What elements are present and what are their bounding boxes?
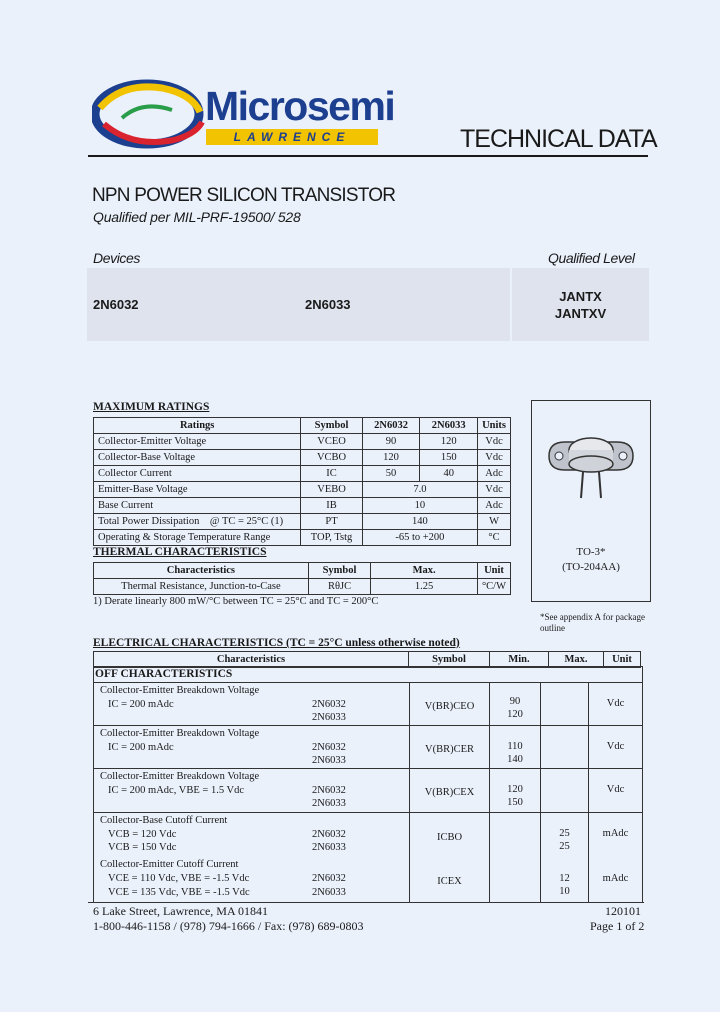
char-condition: VCB = 150 Vdc: [108, 842, 177, 853]
char-name: Collector-Emitter Cutoff Current: [100, 859, 239, 870]
column-header: Unit: [477, 563, 510, 579]
rating-condition: @ TC = 25°C (1): [209, 516, 284, 527]
rating-value: -65 to +200: [362, 530, 477, 546]
min-value: 120: [507, 784, 523, 795]
column-header: Characteristics: [94, 652, 409, 668]
rating-name: Collector Current: [94, 466, 301, 482]
device-label: 2N6033: [312, 842, 346, 853]
char-symbol: V(BR)CEX: [424, 787, 475, 798]
unit-value: mAdc: [602, 828, 629, 839]
rating-unit: Vdc: [478, 482, 511, 498]
rating-value: 120: [420, 434, 478, 450]
rating-symbol: IB: [301, 498, 362, 514]
unit-value: Vdc: [606, 698, 625, 709]
electrical-table-body: [93, 666, 643, 903]
char-symbol: ICEX: [437, 876, 462, 887]
rating-symbol: TOP, Tstg: [301, 530, 362, 546]
package-name: TO-3*: [576, 546, 606, 558]
max-value: 10: [559, 886, 570, 897]
device-label: 2N6032: [312, 785, 346, 796]
table-row: [94, 579, 511, 595]
page-subtitle: Qualified per MIL-PRF-19500/ 528: [93, 209, 301, 225]
column-header: Units: [478, 418, 511, 434]
min-value: 140: [507, 754, 523, 765]
char-name: Collector-Emitter Breakdown Voltage: [100, 728, 260, 739]
rating-symbol: IC: [301, 466, 362, 482]
device-label: 2N6032: [312, 829, 346, 840]
thermal-title: THERMAL CHARACTERISTICS: [93, 546, 267, 558]
rating-name: Emitter-Base Voltage: [94, 482, 301, 498]
package-code: (TO-204AA): [562, 561, 620, 573]
column-header: Unit: [604, 652, 641, 668]
device-label: 2N6032: [312, 742, 346, 753]
rating-value: 50: [362, 466, 420, 482]
off-characteristics-heading: OFF CHARACTERISTICS: [95, 668, 233, 680]
thermal-max: 1.25: [371, 579, 478, 595]
rating-value: 90: [362, 434, 420, 450]
unit-value: Vdc: [606, 784, 625, 795]
logo-swoosh-icon: [92, 78, 210, 150]
rating-symbol: VCEO: [301, 434, 362, 450]
min-value: 150: [507, 797, 523, 808]
thermal-table: [93, 562, 511, 595]
footer-doc-number: 120101: [605, 904, 641, 918]
rating-unit: Vdc: [478, 450, 511, 466]
table-row: [94, 514, 511, 530]
table-row: [94, 466, 511, 482]
max-ratings-table: [93, 417, 511, 546]
rating-symbol: PT: [301, 514, 362, 530]
device-label: 2N6033: [312, 887, 346, 898]
char-condition: IC = 200 mAdc, VBE = 1.5 Vdc: [108, 785, 244, 796]
rating-value: 140: [362, 514, 477, 530]
rating-name: Total Power Dissipation: [98, 516, 200, 527]
max-ratings-title: MAXIMUM RATINGS: [93, 401, 210, 413]
column-header: Max.: [371, 563, 478, 579]
rating-unit: °C: [478, 530, 511, 546]
column-header: 2N6032: [362, 418, 420, 434]
rating-value: 10: [362, 498, 477, 514]
min-value: 120: [507, 709, 523, 720]
column-divider: [540, 682, 541, 903]
char-condition: IC = 200 mAdc: [108, 699, 174, 710]
table-row: [94, 530, 511, 546]
row-divider: [94, 725, 642, 726]
rating-symbol: VCBO: [301, 450, 362, 466]
row-divider: [94, 682, 642, 683]
rating-name: Collector-Base Voltage: [94, 450, 301, 466]
device-label: 2N6032: [312, 699, 346, 710]
page-title: NPN POWER SILICON TRANSISTOR: [92, 185, 396, 206]
column-header: Symbol: [301, 418, 362, 434]
table-header-row: [94, 563, 511, 579]
rating-name: Base Current: [94, 498, 301, 514]
device-label: 2N6033: [312, 755, 346, 766]
column-header: Characteristics: [94, 563, 309, 579]
rating-name-cell: [94, 514, 301, 530]
qualified-level-item: JANTXV: [554, 306, 607, 321]
footer-phone: 1-800-446-1158 / (978) 794-1666 / Fax: (978) 689-0803: [93, 919, 364, 933]
char-condition: VCB = 120 Vdc: [108, 829, 177, 840]
max-value: 25: [559, 828, 570, 839]
min-value: 90: [509, 696, 521, 707]
thermal-unit: °C/W: [477, 579, 510, 595]
column-header: 2N6033: [420, 418, 478, 434]
rating-name: Operating & Storage Temperature Range: [94, 530, 301, 546]
table-row: [94, 498, 511, 514]
table-header-row: [94, 418, 511, 434]
char-condition: IC = 200 mAdc: [108, 742, 174, 753]
char-condition: VCE = 110 Vdc, VBE = -1.5 Vdc: [108, 873, 250, 884]
unit-value: mAdc: [602, 873, 629, 884]
char-symbol: V(BR)CER: [424, 744, 474, 755]
rating-value: 150: [420, 450, 478, 466]
min-value: 110: [507, 741, 523, 752]
devices-label: Devices: [93, 250, 140, 266]
max-value: 25: [559, 841, 570, 852]
devices-panel: [87, 268, 510, 341]
char-condition: VCE = 135 Vdc, VBE = -1.5 Vdc: [108, 887, 250, 898]
doc-type-heading: TECHNICAL DATA: [460, 125, 657, 153]
device-item: 2N6033: [305, 297, 351, 312]
row-divider: [94, 812, 642, 813]
to3-package-icon: [545, 428, 637, 506]
rating-value: 120: [362, 450, 420, 466]
rating-symbol: VEBO: [301, 482, 362, 498]
column-header: Ratings: [94, 418, 301, 434]
electrical-title: ELECTRICAL CHARACTERISTICS (TC = 25°C unless otherwise noted): [93, 637, 460, 649]
column-header: Min.: [490, 652, 549, 668]
device-label: 2N6032: [312, 873, 346, 884]
char-name: Collector-Emitter Breakdown Voltage: [100, 771, 260, 782]
header-divider: [88, 155, 648, 157]
logo-wordmark: Microsemi: [205, 83, 395, 129]
rating-unit: Adc: [478, 466, 511, 482]
rating-value: 7.0: [362, 482, 477, 498]
table-row: [94, 482, 511, 498]
char-symbol: V(BR)CEO: [424, 701, 475, 712]
derate-note: 1) Derate linearly 800 mW/°C between TC = 25°C and TC = 200°C: [93, 596, 379, 607]
logo-subbrand: LAWRENCE: [206, 129, 378, 145]
qualified-level-item: JANTX: [559, 289, 602, 304]
rating-name: Collector-Emitter Voltage: [94, 434, 301, 450]
footer-address: 6 Lake Street, Lawrence, MA 01841: [93, 904, 268, 918]
column-header: Max.: [549, 652, 604, 668]
device-label: 2N6033: [312, 798, 346, 809]
unit-value: Vdc: [606, 741, 625, 752]
qualified-level-panel: [512, 268, 649, 341]
device-label: 2N6033: [312, 712, 346, 723]
row-divider: [94, 768, 642, 769]
column-header: Symbol: [409, 652, 490, 668]
table-row: [94, 450, 511, 466]
char-name: Collector-Emitter Breakdown Voltage: [100, 685, 260, 696]
max-value: 12: [559, 873, 570, 884]
package-note: *See appendix A for package outline: [540, 612, 645, 633]
thermal-char: Thermal Resistance, Junction-to-Case: [94, 579, 309, 595]
device-item: 2N6032: [93, 297, 139, 312]
rating-value: 40: [420, 466, 478, 482]
rating-unit: W: [478, 514, 511, 530]
char-name: Collector-Base Cutoff Current: [100, 815, 228, 826]
char-symbol: ICBO: [436, 832, 463, 843]
table-row: [94, 434, 511, 450]
footer-divider: [88, 902, 644, 903]
thermal-symbol: RθJC: [308, 579, 370, 595]
column-header: Symbol: [308, 563, 370, 579]
footer-page-number: Page 1 of 2: [590, 919, 645, 933]
qualified-level-label: Qualified Level: [548, 250, 635, 266]
rating-unit: Vdc: [478, 434, 511, 450]
rating-unit: Adc: [478, 498, 511, 514]
